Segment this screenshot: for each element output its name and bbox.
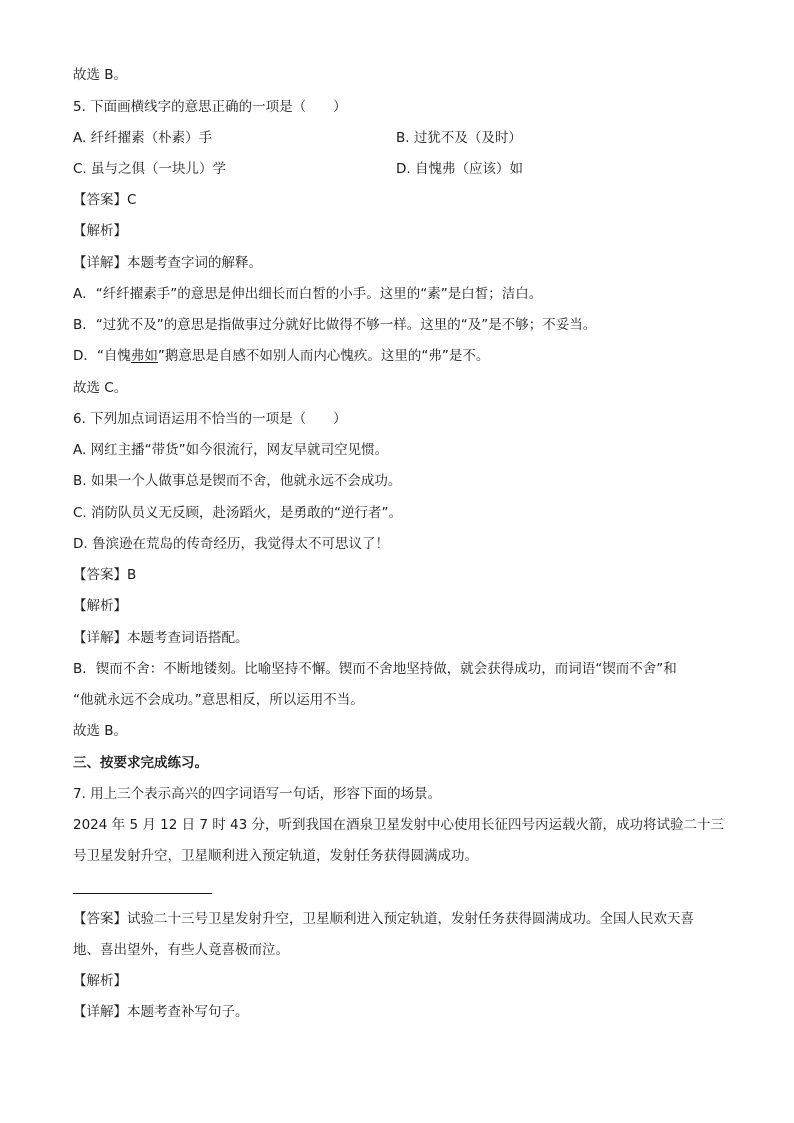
option-a: A. 网红主播“带货”如今很流行，网友早就司空见惯。 xyxy=(73,442,389,458)
explanation-d xyxy=(73,347,489,365)
answer-label: 【答案】B xyxy=(73,567,137,583)
answer-label: 【答案】C xyxy=(73,192,137,208)
option-d: D. 鲁滨逊在荒岛的传奇经历，我觉得太不可思议了！ xyxy=(73,536,389,552)
option-d: D. 自愧弗（应该）如 xyxy=(396,161,523,177)
explanation-b: B．锲而不舍：不断地镂刻。比喻坚持不懈。锲而不舍地坚持做，就会获得成功，而词语“锲而不舍”和 xyxy=(73,661,677,677)
underlined-word: 弗如 xyxy=(130,348,158,364)
detail-line: 【详解】本题考查词语搭配。 xyxy=(73,630,249,646)
section-heading: 三、按要求完成练习。 xyxy=(73,755,208,771)
analysis-label: 【解析】 xyxy=(73,973,127,989)
detail-line: 【详解】本题考查补写句子。 xyxy=(73,1004,249,1020)
answer-line-cont: 地、喜出望外，有些人竟喜极而泣。 xyxy=(73,942,289,958)
answer-blank xyxy=(73,893,212,894)
answer-line: 【答案】试验二十三号卫星发射升空，卫星顺利进入预定轨道，发射任务获得圆满成功。全国人民欢天喜 xyxy=(73,911,694,927)
detail-line: 【详解】本题考查字词的解释。 xyxy=(73,255,262,271)
analysis-label: 【解析】 xyxy=(73,223,127,239)
option-b: B. 如果一个人做事总是锲而不舍，他就永远不会成功。 xyxy=(73,473,402,489)
explanation-b: B．“过犹不及”的意思是指做事过分就好比做得不够一样。这里的“及”是不够；不妥当。 xyxy=(73,317,597,333)
question-7-text: 2024 年 5 月 12 日 7 时 43 分，听到我国在酒泉卫星发射中心使用长征四号丙运载火箭，成功将试验二十三 xyxy=(73,817,725,833)
option-c: C. 消防队员义无反顾，赴汤蹈火，是勇敢的“逆行者”。 xyxy=(73,505,402,521)
explanation-d-suffix: ”鹅意思是自感不如别人而内心愧疚。这里的“弗”是不。 xyxy=(157,348,490,364)
explanation-a: A．“纤纤擢素手”的意思是伸出细长而白皙的小手。这里的“素”是白皙；洁白。 xyxy=(73,286,543,302)
option-a: A. 纤纤擢素（朴素）手 xyxy=(73,130,213,146)
explanation-d-prefix: D．“自愧 xyxy=(73,348,131,364)
option-b: B. 过犹不及（及时） xyxy=(396,130,522,146)
question-7: 7. 用上三个表示高兴的四字词语写一句话，形容下面的场景。 xyxy=(73,786,442,802)
text-line: 故选 B。 xyxy=(73,67,128,83)
choice-line: 故选 B。 xyxy=(73,723,128,739)
question-6: 6. 下列加点词语运用不恰当的一项是（ ） xyxy=(73,411,347,427)
question-7-text-cont: 号卫星发射升空，卫星顺利进入预定轨道，发射任务获得圆满成功。 xyxy=(73,848,478,864)
explanation-b-cont: “他就永远不会成功。”意思相反，所以运用不当。 xyxy=(73,692,364,708)
choice-line: 故选 C。 xyxy=(73,380,128,396)
option-c: C. 虽与之俱（一块儿）学 xyxy=(73,161,227,177)
question-5: 5. 下面画横线字的意思正确的一项是（ ） xyxy=(73,99,347,115)
analysis-label: 【解析】 xyxy=(73,598,127,614)
